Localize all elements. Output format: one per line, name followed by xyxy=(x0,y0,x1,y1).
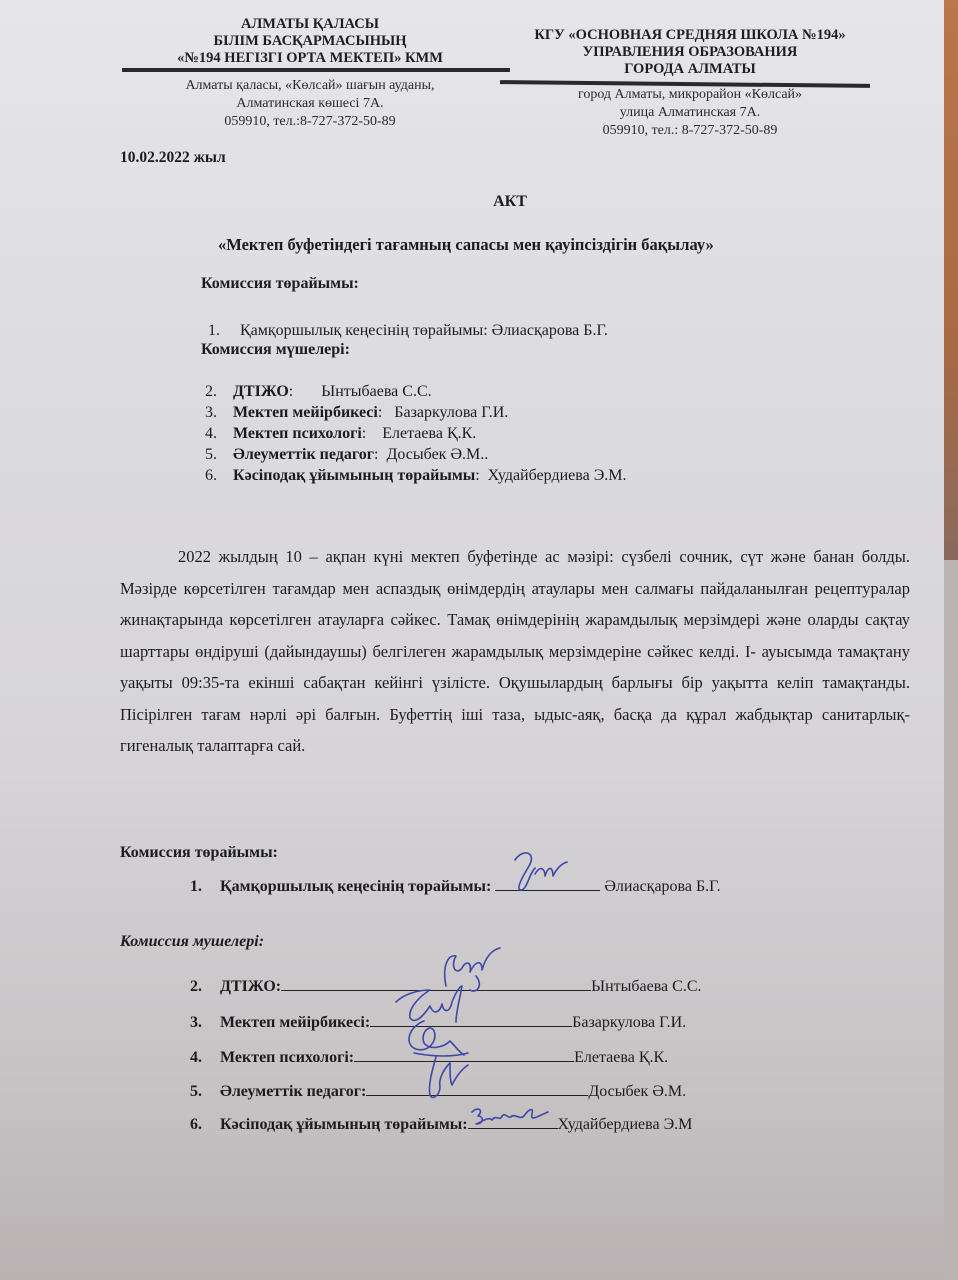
header-left-rule xyxy=(122,68,510,72)
chair-role: Қамқоршылық кеңесінің төрайымы: xyxy=(240,322,488,339)
separator: : xyxy=(475,467,480,484)
item-number: 2. xyxy=(205,383,217,400)
signature-role: Кәсіподақ ұйымының төрайымы: xyxy=(220,1116,468,1133)
signature-name: Әлиасқарова Б.Г. xyxy=(604,878,721,895)
item-number: 5. xyxy=(190,1083,202,1100)
signature-field xyxy=(495,876,600,891)
item-number: 1. xyxy=(208,322,220,339)
header-left-line-3: «№194 НЕГІЗГІ ОРТА МЕКТЕП» КММ xyxy=(177,50,443,66)
header-left-address-3: 059910, тел.:8-727-372-50-89 xyxy=(224,114,396,129)
handwritten-signature xyxy=(468,1102,563,1132)
header-left-line-2: БІЛІМ БАСҚАРМАСЫНЫҢ xyxy=(213,33,407,49)
commission-chair-line xyxy=(208,320,608,341)
separator: : xyxy=(377,404,383,421)
signature-chair-line xyxy=(190,876,721,896)
document-type: АКТ xyxy=(493,193,527,210)
handwritten-signature xyxy=(406,1051,506,1101)
item-number: 1. xyxy=(190,878,202,895)
member-name: Ынтыбаева С.С. xyxy=(321,383,432,400)
item-number: 6. xyxy=(190,1116,202,1133)
item-number: 5. xyxy=(205,446,217,463)
separator: : xyxy=(374,446,379,463)
signature-role: ДТІЖО: xyxy=(220,978,282,995)
signature-field xyxy=(468,1114,558,1129)
item-number: 4. xyxy=(205,425,217,442)
header-right-address xyxy=(500,86,880,140)
signature-member-line xyxy=(190,1114,692,1134)
header-right-address-1: город Алматы, микрорайон «Көлсай» xyxy=(577,87,803,102)
signature-name: Худайбердиева Э.М xyxy=(557,1116,693,1133)
member-name: Елетаева Қ.К. xyxy=(382,425,477,442)
signature-role: Әлеуметтік педагог: xyxy=(220,1083,367,1100)
header-left-line-1: АЛМАТЫ ҚАЛАСЫ xyxy=(241,16,379,32)
signature-name: Ынтыбаева С.С. xyxy=(591,978,702,995)
member-role: ДТІЖО xyxy=(233,383,289,400)
item-number: 3. xyxy=(205,404,217,421)
header-right-address-2: улица Алматинская 7А. xyxy=(619,105,761,120)
member-item xyxy=(205,402,626,423)
handwritten-signature xyxy=(495,846,605,896)
signature-role: Мектеп мейірбикесі: xyxy=(220,1014,371,1031)
header-left xyxy=(110,16,510,67)
member-name: Базаркулова Г.И. xyxy=(394,404,509,421)
item-number: 3. xyxy=(190,1014,202,1031)
document-subtitle: «Мектеп буфетіндегі тағамның сапасы мен қауіпсіздігін бақылау» xyxy=(218,235,714,254)
header-left-address-2: Алматинская көшесі 7А. xyxy=(236,96,384,111)
header-right-line-1: КГУ «ОСНОВНАЯ СРЕДНЯЯ ШКОЛА №194» xyxy=(534,27,846,43)
signature-name: Досыбек Ә.М. xyxy=(588,1083,687,1100)
member-name: Худайбердиева Э.М. xyxy=(487,467,627,484)
signature-field xyxy=(366,1081,588,1096)
chair-name: Әлиасқарова Б.Г. xyxy=(491,322,608,339)
header-right-address-3: 059910, тел.: 8-727-372-50-89 xyxy=(602,123,778,138)
commission-chair-heading: Комиссия төрайымы: xyxy=(201,275,359,292)
member-role: Кәсіподақ ұйымының төрайымы xyxy=(233,467,476,484)
item-number: 6. xyxy=(205,467,217,484)
item-number: 4. xyxy=(190,1049,202,1066)
item-number: 2. xyxy=(190,978,202,995)
member-item xyxy=(205,444,626,465)
signature-chair-heading: Комиссия төрайымы: xyxy=(120,844,278,861)
body-paragraph: 2022 жылдың 10 – ақпан күні мектеп буфетінде ас мәзірі: сүзбелі сочник, сүт және банан болды. Мәзірде көрсетілген тағамдар мен аспаздық өнімдердің атаулары мен салмағы пайдаланылған рецептуралар жинақтарында көрсетілген атауларға сәйкес. Тамақ өнімдерінің жарамдылық мерзімдері және оларды сақтау шарттары өндіруші (дайындаушы) белгілеген жарамдылық мерзімдеріне сәйкес келді. І- ауысымда тамақтану уақыты 09:35-та екінші сабақтан кейінгі үзілісте. Оқушылардың барлығы бір уақытта келіп тамақтанды. Пісірілген тағам нәрлі әрі балғын. Буфеттің іші таза, ыдыс-аяқ, басқа да құрал жабдықтар санитарлық-гигеналық талаптарға сай. xyxy=(120,547,910,755)
signature-members-heading: Комиссия мушелері: xyxy=(120,933,265,950)
signature-name: Елетаева Қ.К. xyxy=(574,1049,669,1066)
header-right-line-2: УПРАВЛЕНИЯ ОБРАЗОВАНИЯ xyxy=(582,44,798,60)
member-item xyxy=(205,381,626,402)
commission-members-heading: Комиссия мүшелері: xyxy=(201,341,350,358)
separator: : xyxy=(361,425,367,442)
member-role: Мектеп психологі xyxy=(233,425,362,442)
header-right xyxy=(505,27,875,78)
header-left-address xyxy=(110,77,510,131)
separator: : xyxy=(288,383,294,400)
commission-members-list xyxy=(205,381,626,486)
member-role: Мектеп мейірбикесі xyxy=(233,404,378,421)
signature-member-line xyxy=(190,1081,686,1101)
signature-name: Базаркулова Г.И. xyxy=(572,1014,687,1031)
header-left-address-1: Алматы қаласы, «Көлсай» шағын ауданы, xyxy=(185,78,435,93)
member-item xyxy=(205,465,626,486)
header-right-line-3: ГОРОДА АЛМАТЫ xyxy=(624,61,756,77)
member-item xyxy=(205,423,626,444)
member-name: Досыбек Ә.М.. xyxy=(386,446,489,463)
document-date: 10.02.2022 жыл xyxy=(120,149,226,166)
member-role: Әлеуметтік педагог xyxy=(233,446,375,463)
signature-role: Мектеп психологі: xyxy=(220,1049,355,1066)
signature-role: Қамқоршылық кеңесінің төрайымы: xyxy=(220,878,492,895)
